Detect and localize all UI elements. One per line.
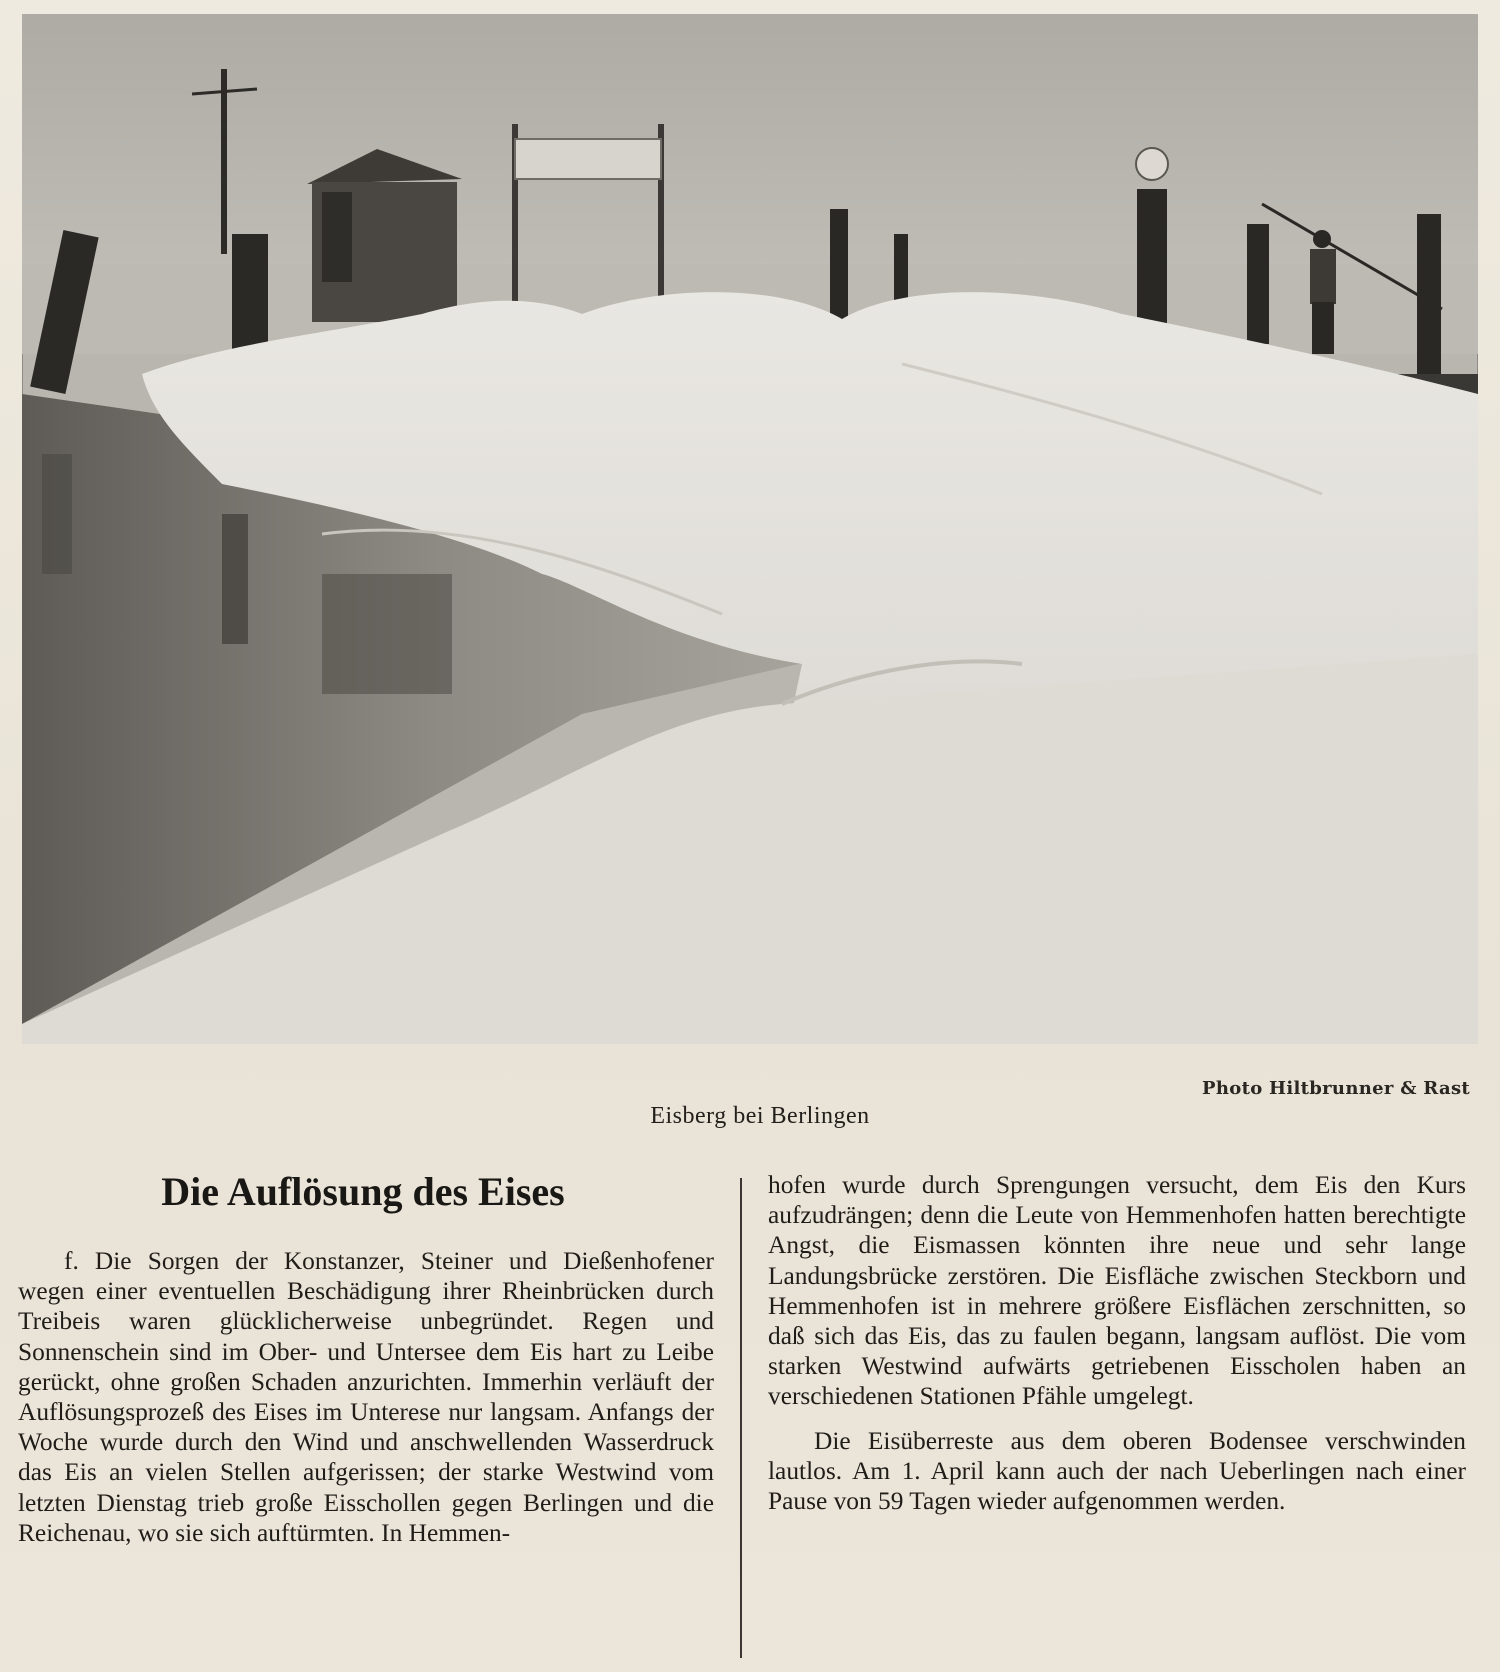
article-headline: Die Auflösung des Eises (161, 1169, 565, 1214)
article-paragraph: f. Die Sorgen der Konstanzer, Steiner und Dießenhofener wegen einer eventuellen Beschädigung ihrer Rheinbrücken durch Treibeis waren glücklicherweise unbegründet. Regen und Sonnenschein sind im Ober- und Untersee dem Eis hart zu Leibe gerückt, ohne großen Schaden anzurichten. Immerhin verläuft der Auflösungsprozeß des Eises im Unterese nur langsam. Anfangs der Woche wurde durch den Wind und anschwellenden Wasserdruck das Eis an vielen Stellen aufgerissen; der starke Westwind vom letzten Dienstag trieb große Eisschollen gegen Berlingen und die Reichenau, wo sie sich auftürmten. In Hemmen- (18, 1247, 714, 1547)
article-column-left (18, 1246, 714, 1548)
column-divider (740, 1178, 742, 1658)
photo-credit: Photo Hiltbrunner & Rast (1202, 1078, 1470, 1099)
article-column-right (768, 1170, 1466, 1516)
article-paragraph: Die Eisüberreste aus dem oberen Bodensee verschwinden lautlos. Am 1. April kann auch der nach Ueberlingen nach einer Pause von 59 Tagen wieder aufgenommen werden. (768, 1426, 1466, 1516)
photo-caption: Eisberg bei Berlingen (650, 1103, 870, 1129)
news-photo (22, 14, 1478, 1044)
article-paragraph: hofen wurde durch Sprengungen versucht, dem Eis den Kurs aufzudrängen; denn die Leute von Hemmenhofen hatten berechtigte Angst, die Eismassen könnten ihre neue und sehr lange Landungsbrücke zerstören. Die Eisfläche zwischen Steckborn und Hemmenhofen ist in mehrere größere Eisflächen zerschnitten, so daß sich das Eis, das zu faulen begann, langsam auflöst. Die vom starken Westwind aufwärts getriebenen Eisscholen haben an verschiedenen Stationen Pfähle umgelegt. (768, 1171, 1466, 1411)
